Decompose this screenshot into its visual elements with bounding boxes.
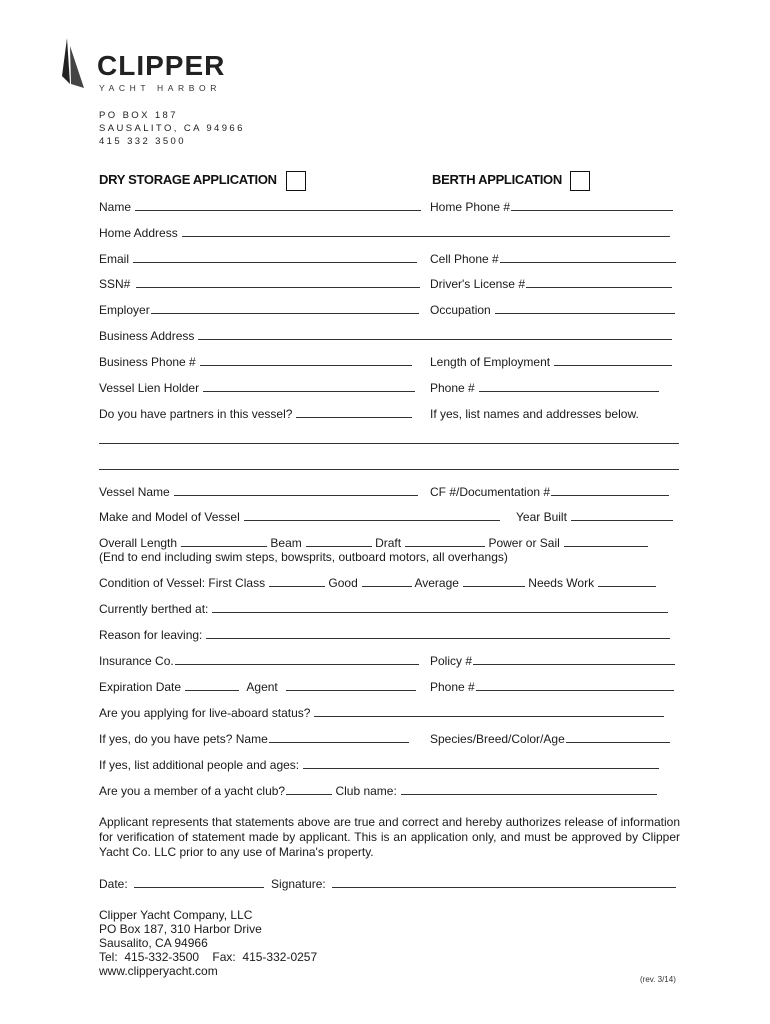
- club-name-label: Club name:: [335, 784, 397, 798]
- date-label: Date:: [99, 877, 128, 891]
- cf-documentation-field[interactable]: [430, 485, 669, 499]
- dimensions-row: [99, 536, 648, 550]
- dimensions-note: (End to end including swim steps, bowsprits, outboard motors, all overhangs): [99, 550, 508, 564]
- lien-holder-field[interactable]: [99, 381, 415, 395]
- home-address-label: Home Address: [99, 226, 178, 240]
- vessel-name-field[interactable]: [99, 485, 418, 499]
- beam-label: Beam: [270, 536, 302, 550]
- year-built-field[interactable]: [516, 510, 673, 524]
- partners-instruction: If yes, list names and addresses below.: [430, 407, 639, 421]
- year-built-label: Year Built: [516, 510, 567, 524]
- home-address-field[interactable]: [99, 226, 670, 240]
- address-line: 415 332 3500: [99, 136, 186, 147]
- date-input[interactable]: [134, 877, 264, 888]
- expiration-row: [99, 680, 416, 694]
- footer-website-link[interactable]: www.clipperyacht.com: [99, 964, 218, 978]
- home-phone-field[interactable]: [430, 200, 673, 214]
- vessel-name-label: Vessel Name: [99, 485, 170, 499]
- currently-berthed-field[interactable]: [99, 602, 668, 616]
- footer-line: Sausalito, CA 94966: [99, 936, 208, 950]
- cf-documentation-label: CF #/Documentation #: [430, 485, 551, 499]
- company-name: CLIPPER: [97, 50, 226, 81]
- policy-field[interactable]: [430, 654, 675, 668]
- species-label: Species/Breed/Color/Age: [430, 732, 565, 746]
- additional-people-field[interactable]: [99, 758, 659, 772]
- partners-line-2[interactable]: [99, 469, 679, 470]
- first-class-input[interactable]: [269, 576, 325, 587]
- pets-label: If yes, do you have pets? Name: [99, 732, 268, 746]
- address-line: SAUSALITO, CA 94966: [99, 123, 245, 134]
- condition-row: [99, 576, 656, 590]
- power-sail-input[interactable]: [564, 536, 648, 547]
- make-model-field[interactable]: [99, 510, 500, 524]
- home-phone-label: Home Phone #: [430, 200, 511, 214]
- currently-berthed-label: Currently berthed at:: [99, 602, 209, 616]
- signature-input[interactable]: [332, 877, 676, 888]
- applicant-statement: Applicant represents that statements above are true and correct and hereby authorizes release of information for verification of statement made by applicant. This is an application only, and must be approved by Clipper Yacht Co. LLC prior to any use of Marina's property.: [99, 815, 680, 859]
- footer-line: PO Box 187, 310 Harbor Drive: [99, 922, 262, 936]
- name-field[interactable]: [99, 200, 421, 214]
- address-line: PO BOX 187: [99, 110, 178, 121]
- occupation-label: Occupation: [430, 303, 491, 317]
- cell-phone-field[interactable]: [430, 252, 676, 266]
- employer-field[interactable]: [99, 303, 419, 317]
- ssn-field[interactable]: [99, 277, 420, 291]
- expiration-label: Expiration Date: [99, 680, 182, 694]
- overall-length-input[interactable]: [181, 536, 267, 547]
- clipper-logo-icon: [60, 38, 90, 90]
- needs-work-input[interactable]: [598, 576, 656, 587]
- expiration-input[interactable]: [185, 680, 239, 691]
- length-employment-field[interactable]: [430, 355, 672, 369]
- lien-holder-label: Vessel Lien Holder: [99, 381, 200, 395]
- agent-label: Agent: [246, 680, 278, 694]
- insurance-label: Insurance Co.: [99, 654, 174, 668]
- ssn-label: SSN#: [99, 277, 131, 291]
- additional-people-label: If yes, list additional people and ages:: [99, 758, 300, 772]
- insurance-field[interactable]: [99, 654, 419, 668]
- employer-label: Employer: [99, 303, 150, 317]
- partners-line-1[interactable]: [99, 443, 679, 444]
- species-field[interactable]: [430, 732, 670, 746]
- occupation-field[interactable]: [430, 303, 675, 317]
- needs-work-label: Needs Work: [528, 576, 595, 590]
- drivers-license-field[interactable]: [430, 277, 672, 291]
- average-label: Average: [414, 576, 459, 590]
- club-name-input[interactable]: [401, 784, 657, 795]
- footer-line: Clipper Yacht Company, LLC: [99, 908, 253, 922]
- drivers-license-label: Driver's License #: [430, 277, 525, 291]
- reason-leaving-label: Reason for leaving:: [99, 628, 203, 642]
- length-employment-label: Length of Employment: [430, 355, 551, 369]
- power-sail-label: Power or Sail: [488, 536, 560, 550]
- dry-storage-checkbox[interactable]: [286, 171, 306, 191]
- condition-label: Condition of Vessel: First Class: [99, 576, 266, 590]
- overall-length-label: Overall Length: [99, 536, 178, 550]
- dry-storage-heading: DRY STORAGE APPLICATION: [99, 172, 277, 187]
- cell-phone-label: Cell Phone #: [430, 252, 499, 266]
- live-aboard-label: Are you applying for live-aboard status?: [99, 706, 311, 720]
- berth-heading: BERTH APPLICATION: [432, 172, 562, 187]
- beam-input[interactable]: [306, 536, 372, 547]
- live-aboard-field[interactable]: [99, 706, 664, 720]
- yacht-club-row: [99, 784, 657, 798]
- berth-checkbox[interactable]: [570, 171, 590, 191]
- business-address-field[interactable]: [99, 329, 672, 343]
- policy-label: Policy #: [430, 654, 473, 668]
- agent-input[interactable]: [286, 680, 416, 691]
- reason-leaving-field[interactable]: [99, 628, 670, 642]
- partners-label: Do you have partners in this vessel?: [99, 407, 293, 421]
- business-phone-field[interactable]: [99, 355, 412, 369]
- agent-phone-field[interactable]: [430, 680, 674, 694]
- signature-label: Signature:: [271, 877, 326, 891]
- footer-line: Tel: 415-332-3500 Fax: 415-332-0257: [99, 950, 318, 964]
- revision-note: (rev. 3/14): [640, 975, 676, 984]
- pets-field[interactable]: [99, 732, 409, 746]
- agent-phone-label: Phone #: [430, 680, 475, 694]
- good-input[interactable]: [362, 576, 412, 587]
- partners-field[interactable]: [99, 407, 412, 421]
- draft-input[interactable]: [405, 536, 485, 547]
- business-address-label: Business Address: [99, 329, 195, 343]
- business-phone-label: Business Phone #: [99, 355, 196, 369]
- email-label: Email: [99, 252, 130, 266]
- yacht-club-input[interactable]: [286, 784, 332, 795]
- lien-phone-field[interactable]: [430, 381, 659, 395]
- company-subtitle: YACHT HARBOR: [99, 83, 221, 93]
- lien-phone-label: Phone #: [430, 381, 475, 395]
- email-field[interactable]: [99, 252, 417, 266]
- signature-row: [99, 877, 676, 891]
- average-input[interactable]: [463, 576, 525, 587]
- draft-label: Draft: [375, 536, 402, 550]
- make-model-label: Make and Model of Vessel: [99, 510, 240, 524]
- name-label: Name: [99, 200, 132, 214]
- good-label: Good: [328, 576, 358, 590]
- yacht-club-label: Are you a member of a yacht club?: [99, 784, 286, 798]
